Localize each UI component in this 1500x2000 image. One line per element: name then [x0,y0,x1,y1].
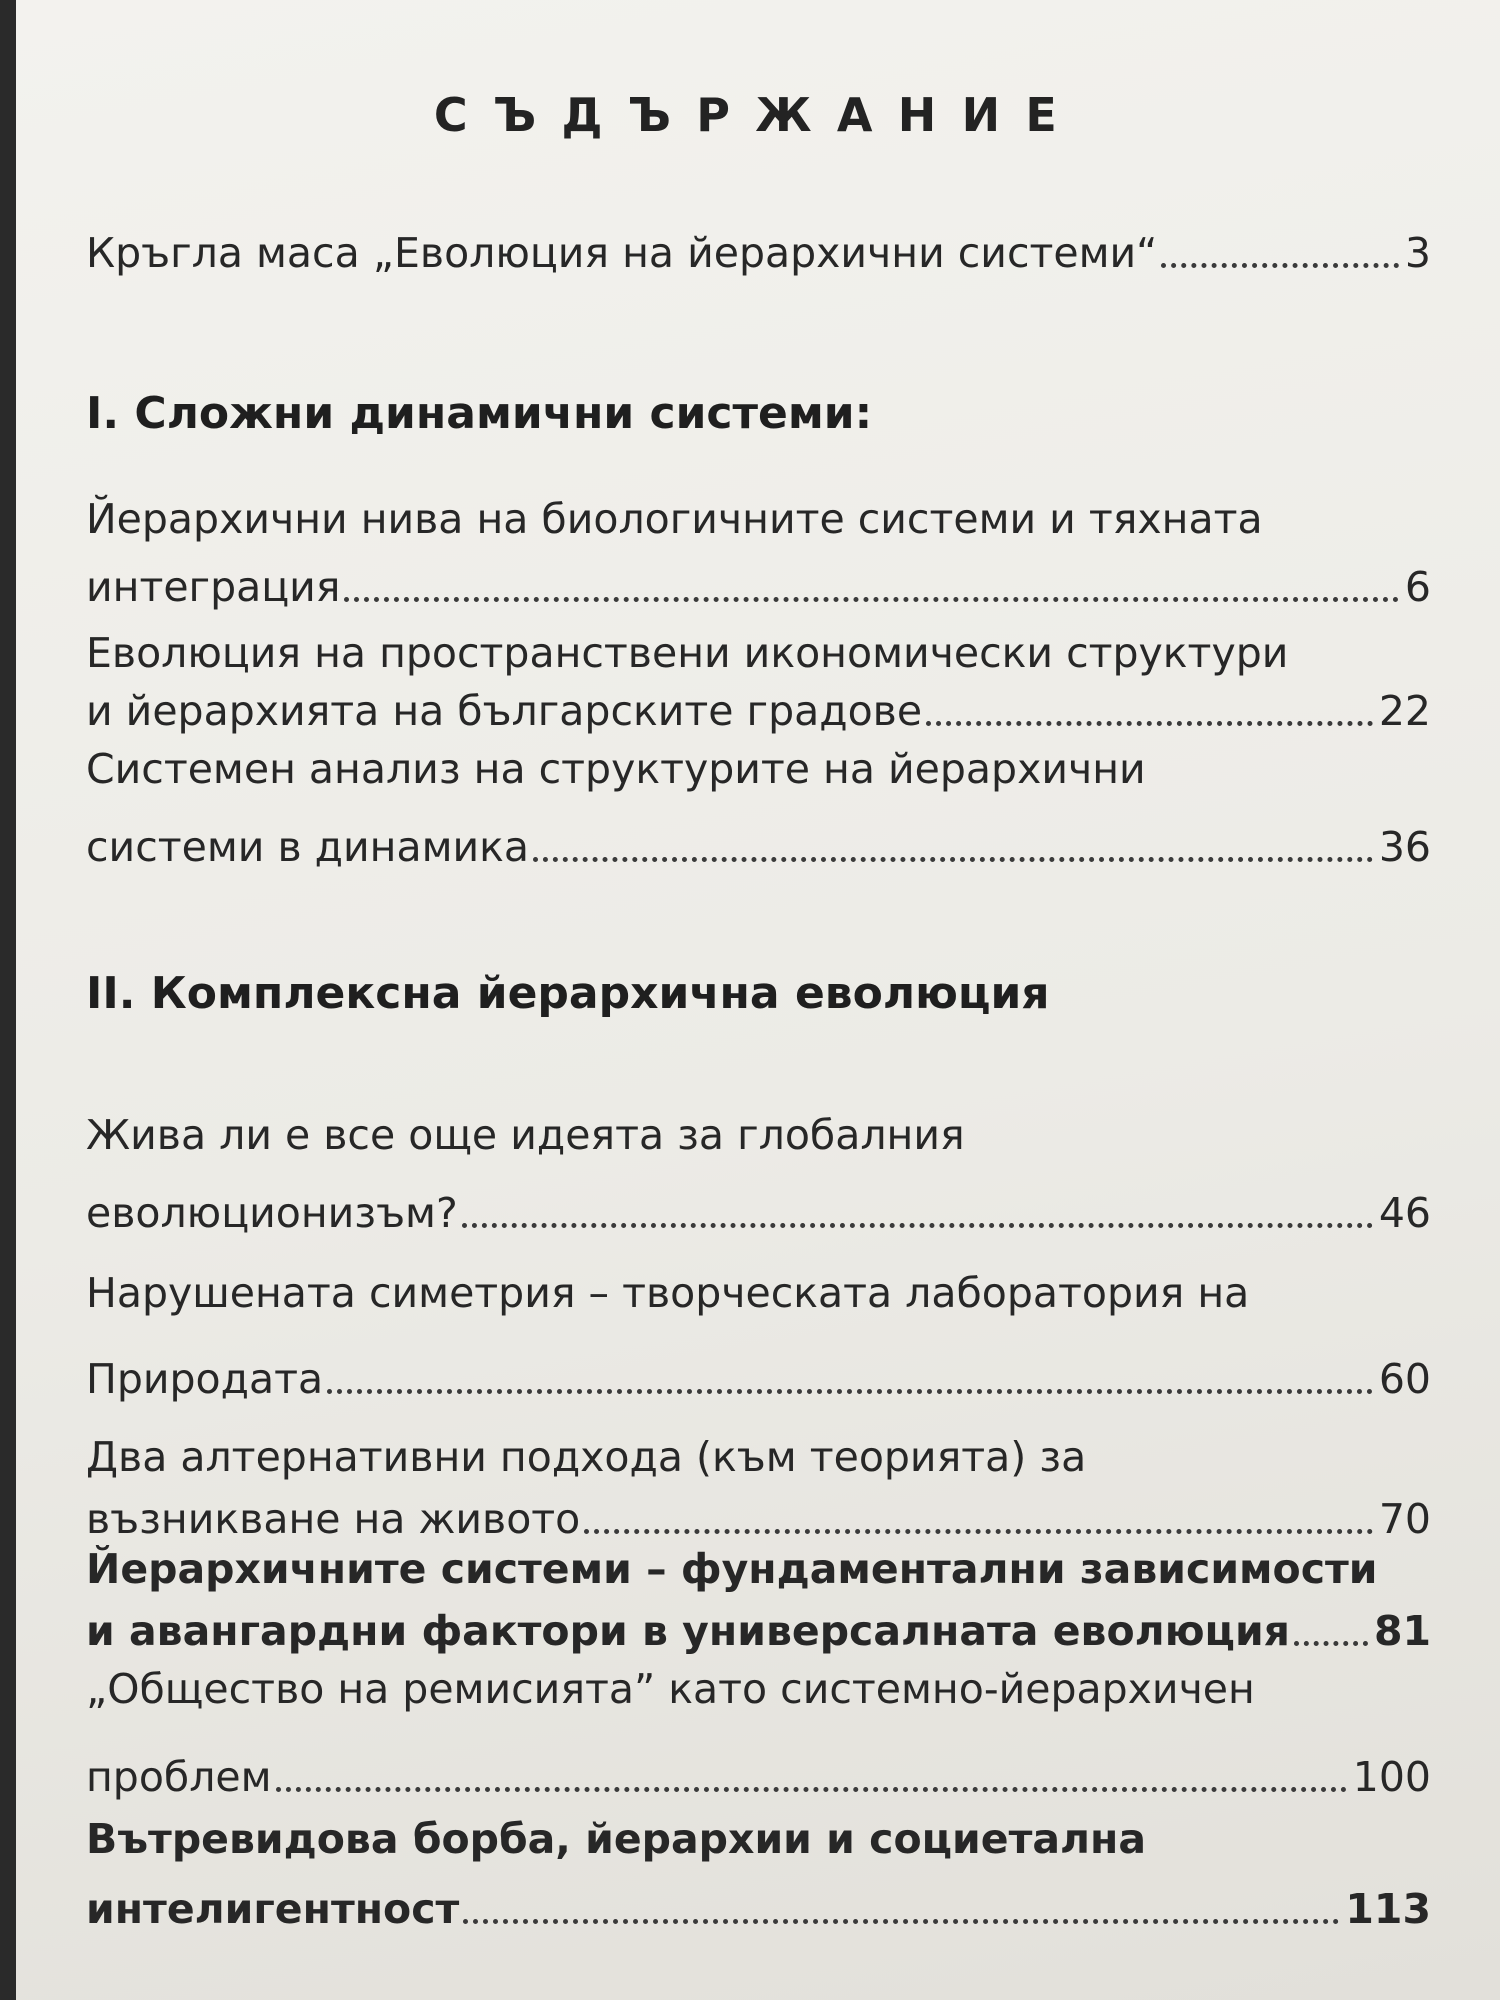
toc-entry-line: „Общество на ремисията” като системно-йерархичен [86,1665,1255,1713]
toc-entry-text: и авангардни фактори в универсалната еволюция [86,1607,1290,1655]
toc-entry-line: Системен анализ на структурите на йерархични [86,745,1146,793]
toc-entry-text: Природата [86,1355,324,1403]
toc-entry-final-line [86,1752,1431,1802]
toc-entry-final-line [86,562,1431,612]
section-heading: II. Комплексна йерархична еволюция [86,968,1050,1019]
toc-entry-line: Йерархични нива на биологичните системи и тяхната [86,495,1263,543]
toc-entry-line: Йерархичните системи – фундаментални зависимости [86,1545,1378,1593]
toc-entry-text: интеграция [86,563,341,611]
toc-page-number: 100 [1352,1753,1431,1801]
toc-entry-final-line [86,1884,1431,1934]
toc-page-number: 3 [1404,229,1431,277]
book-page [16,0,1500,2000]
toc-entry-final-line [86,686,1431,736]
toc-entry-line: Два алтернативни подхода (към теорията) за [86,1433,1087,1481]
dot-leader [1294,1641,1368,1646]
toc-entry-intro [86,228,1431,278]
toc-entry-line: Жива ли е все още идеята за глобалния [86,1111,965,1159]
dot-leader [463,1919,1339,1924]
toc-entry-text: и йерархията на българските градове [86,687,923,735]
toc-page-number: 70 [1378,1495,1431,1543]
dot-leader [344,597,1398,602]
toc-entry-final-line [86,1188,1431,1238]
toc-entry-line: Еволюция на пространствени икономически структури [86,629,1289,677]
toc-page-number: 60 [1378,1355,1431,1403]
section-heading: I. Сложни динамични системи: [86,388,873,439]
dot-leader [276,1787,1347,1792]
toc-entry-text: Кръгла маса „Еволюция на йерархични системи“ [86,229,1158,277]
toc-entry-final-line [86,1606,1431,1656]
dot-leader [462,1223,1373,1228]
toc-entry-text: системи в динамика [86,823,530,871]
toc-entry-text: еволюционизъм? [86,1189,458,1237]
toc-page-number: 113 [1345,1885,1431,1933]
toc-page-number: 46 [1378,1189,1431,1237]
toc-page-number: 36 [1378,823,1431,871]
toc-entry-final-line [86,822,1431,872]
dot-leader [926,721,1373,726]
toc-page-number: 81 [1373,1607,1431,1655]
dot-leader [1161,263,1399,268]
page-title: СЪДЪРЖАНИЕ [433,88,1083,142]
dot-leader [584,1529,1373,1534]
toc-entry-final-line [86,1354,1431,1404]
dot-leader [327,1389,1373,1394]
toc-entry-text: интелигентност [86,1885,460,1933]
toc-page-number: 22 [1378,687,1431,735]
toc-page-number: 6 [1404,563,1431,611]
toc-entry-text: проблем [86,1753,272,1801]
toc-entry-line: Нарушената симетрия – творческата лаборатория на [86,1269,1250,1317]
toc-entry-final-line [86,1494,1431,1544]
dot-leader [533,857,1373,862]
toc-entry-line: Вътревидова борба, йерархии и социетална [86,1815,1147,1863]
toc-entry-text: възникване на живото [86,1495,581,1543]
